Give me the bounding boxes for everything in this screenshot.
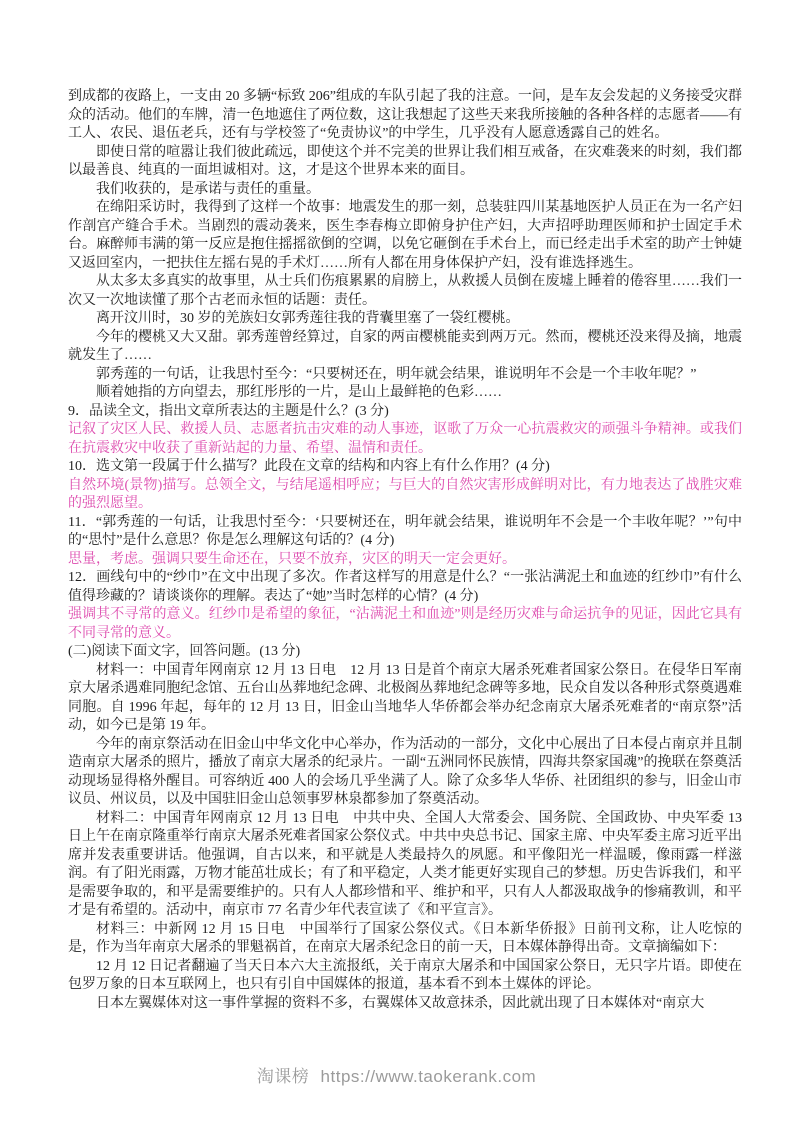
body-text: 日本左翼媒体对这一事件掌握的资料不多，右翼媒体又故意抹杀，因此就出现了日本媒体对“南京大 xyxy=(96,995,705,1011)
body-text: 材料一：中国青年网南京 12 月 13 日电 12 月 13 日是首个南京大屠杀死难者国家公祭日。在侵华日军南京大屠杀遇难同胞纪念馆、五台山丛葬地纪念碑、北极阁丛葬地纪念碑等多地，民众自发以各种形式祭奠遇难同胞。自 1996 年起，每年的 12 月 13 日，旧金山当地华人华侨都会举办纪念南京大屠杀死难者的“南京祭”活动，如今已是第 19 年。 xyxy=(68,662,742,733)
body-text: 材料二：中国青年网南京 12 月 13 日电 中共中央、全国人大常委会、国务院、全国政协、中央军委 13 日上午在南京隆重举行南京大屠杀死难者国家公祭仪式。中共中央总书记、国家主席、中央军委主席习近平出席并发表重要讲话。他强调，自古以来，和平就是人类最持久的夙愿。和平像阳光一样温暖，像雨露一样滋润。有了阳光雨露，万物才能茁壮成长；有了和平稳定，人类才能更好实现自己的梦想。历史告诉我们，和平是需要争取的，和平是需要维护的。只有人人都珍惜和平、维护和平，只有人人都汲取战争的惨痛教训，和平才是有希望的。活动中，南京市 77 名青少年代表宣读了《和平宣言》。 xyxy=(68,810,742,918)
answer-text: 自然环境(景物)描写。总领全文，与结尾遥相呼应；与巨大的自然灾害形成鲜明对比，有力地表达了战胜灾难的强烈愿望。 xyxy=(68,477,742,511)
body-text: 离开汶川时，30 岁的羌族妇女郭秀莲往我的背囊里塞了一袋红樱桃。 xyxy=(96,311,520,326)
body-text: 顺着她指的方向望去，那红彤彤的一片，是山上最鲜艳的色彩…… xyxy=(96,385,502,400)
section-text: (二)阅读下面文字，回答问题。(13 分) xyxy=(68,644,301,659)
body-text: 12 月 12 日记者翻遍了当天日本六大主流报纸，关于南京大屠杀和中国国家公祭日，无只字片语。即使在包罗万象的日本互联网上，也只有引自中国媒体的报道，基本看不到本土媒体的评论。 xyxy=(68,958,742,992)
body-text: 我们收获的，是承诺与责任的重量。 xyxy=(96,181,320,197)
body-text: 即使日常的喧嚣让我们彼此疏远，即使这个并不完美的世界让我们相互戒备，在灾难袭来的时刻，我们都以最善良、纯真的一面坦诚相对。这，才是这个世界本来的面目。 xyxy=(68,144,742,178)
question-text: 11．“郭秀莲的一句话，让我思忖至今：‘只要树还在，明年就会结果，谁说明年不会是一个丰收年呢？’”句中的“思忖”是什么意思？你是怎么理解这句话的？(4 分) xyxy=(68,514,742,548)
answer-text: 强调其不寻常的意义。红纱巾是希望的象征，“沾满泥土和血迹”则是经历灾难与命运抗争的见证，因此它具有不同寻常的意义。 xyxy=(68,607,742,641)
body-text: 今年的南京祭活动在旧金山中华文化中心举办，作为活动的一部分，文化中心展出了日本侵占南京并且制造南京大屠杀的照片，播放了南京大屠杀的纪录片。一副“五洲同怀民族情，四海共祭家国魂”的挽联在祭奠活动现场显得格外醒目。可容纳近 400 人的会场几乎坐满了人。除了众多华人华侨、社团组织的参与，旧金山市议员、州议员，以及中国驻旧金山总领事罗林泉都参加了祭奠活动。 xyxy=(68,736,742,807)
body-text: 到成都的夜路上，一支由 20 多辆“标致 206”组成的车队引起了我的注意。一问，是车友会发起的义务接受灾群众的活动。他们的车牌，清一色地遮住了两位数，这让我想起了这些天来我所接触的各种各样的志愿者——有工人、农民、退伍老兵，还有与学校签了“免责协议”的中学生，几乎没有人愿意透露自己的姓名。 xyxy=(68,89,742,141)
watermark-site-url: https://www.taokerank.com xyxy=(320,1067,537,1086)
body-text: 今年的樱桃又大又甜。郭秀莲曾经算过，自家的两亩樱桃能卖到两万元。然而，樱桃还没来得及摘，地震就发生了…… xyxy=(68,329,742,363)
body-text: 在绵阳采访时，我得到了这样一个故事：地震发生的那一刻，总装驻四川某基地医护人员正在为一名产妇作剖宫产缝合手术。当剧烈的震动袭来，医生李春梅立即俯身护住产妇，大声招呼助理医师和护士固定手术台。麻醉师韦满的第一反应是抱住摇摇欲倒的空调，以免它砸倒在手术台上，而已经走出手术室的助产士钟婕又返回室内，一把扶住左摇右晃的手术灯……所有人都在用身体保护产妇，没有谁选择逃生。 xyxy=(68,200,742,271)
body-text: 郭秀莲的一句话，让我思忖至今：“只要树还在，明年就会结果，谁说明年不会是一个丰收年呢？” xyxy=(96,366,697,382)
body-text: 从太多太多真实的故事里，从士兵们伤痕累累的肩膀上，从救援人员倒在废墟上睡着的倦容里……我们一次又一次地读懂了那个古老而永恒的话题：责任。 xyxy=(68,274,742,308)
watermark-site-name: 淘课榜 xyxy=(256,1067,310,1086)
question-text: 9．品读全文，指出文章所表达的主题是什么？(3 分) xyxy=(68,403,389,419)
body-text: 材料三：中新网 12 月 15 日电 中国举行了国家公祭仪式。《日本新华侨报》日前刊文称，让人吃惊的是，作为当年南京大屠杀的罪魁祸首，在南京大屠杀纪念日的前一天，日本媒体静得出奇。文章摘编如下： xyxy=(68,921,742,955)
question-text: 12．画线句中的“纱巾”在文中出现了多次。作者这样写的用意是什么？“一张沾满泥土和血迹的红纱巾”有什么值得珍藏的？请谈谈你的理解。表达了“她”当时怎样的心情？(4 分) xyxy=(68,570,742,604)
question-text: 10．选文第一段属于什么描写？此段在文章的结构和内容上有什么作用？(4 分) xyxy=(68,459,550,474)
page-footer xyxy=(0,1062,793,1087)
answer-text: 思量，考虑。强调只要生命还在，只要不放弃，灾区的明天一定会更好。 xyxy=(68,551,516,567)
document-content xyxy=(68,88,742,1013)
answer-text: 记叙了灾区人民、救援人员、志愿者抗击灾难的动人事迹，讴歌了万众一心抗震救灾的顽强斗争精神。或我们在抗震救灾中收获了重新站起的力量、希望、温情和责任。 xyxy=(68,422,742,456)
